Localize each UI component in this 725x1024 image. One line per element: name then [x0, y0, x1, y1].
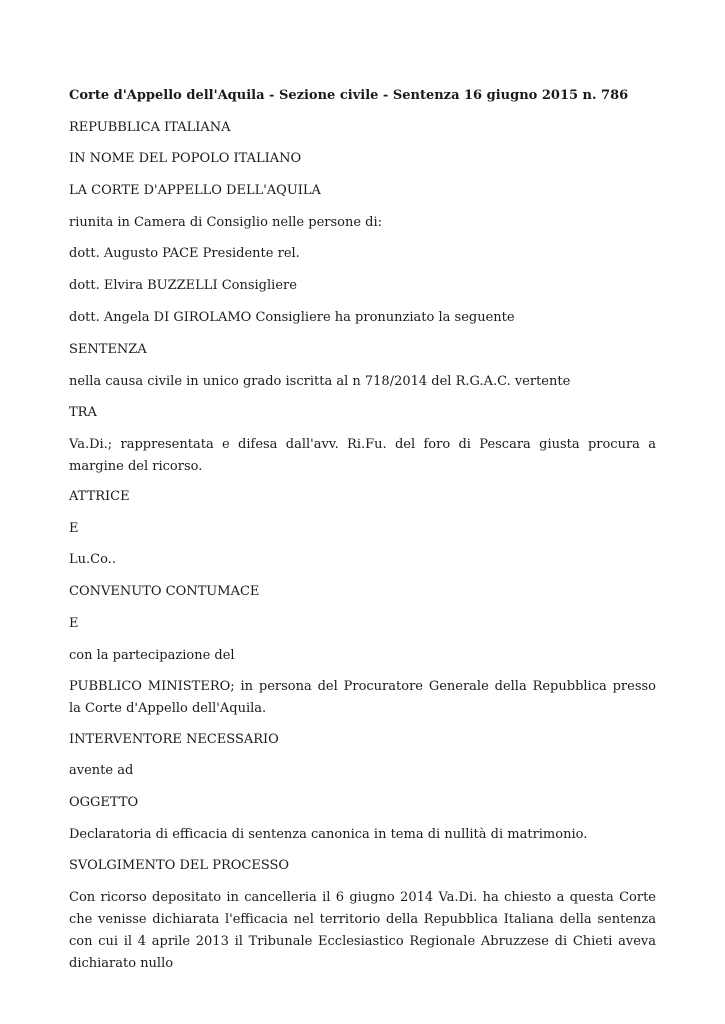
judge-consigliere-2: dott. Angela DI GIROLAMO Consigliere ha pronunziato la seguente: [69, 310, 515, 325]
heading-svolgimento: SVOLGIMENTO DEL PROCESSO: [69, 858, 290, 873]
conjunction-e: E: [69, 521, 79, 536]
convenuto-name: Lu.Co..: [69, 552, 116, 567]
partecipazione-text: con la partecipazione del: [69, 648, 235, 663]
pm-description: PUBBLICO MINISTERO; in persona del Procuratore Generale della Repubblica presso la Corte d'Appello dell'Aquila.: [69, 679, 656, 716]
heading-oggetto: OGGETTO: [69, 795, 139, 810]
judge-consigliere-1: dott. Elvira BUZZELLI Consigliere: [69, 278, 297, 293]
avente-ad-text: avente ad: [69, 763, 134, 778]
heading-repubblica: REPUBBLICA ITALIANA: [69, 120, 231, 135]
heading-corte: LA CORTE D'APPELLO DELL'AQUILA: [69, 183, 321, 198]
heading-in-nome: IN NOME DEL POPOLO ITALIANO: [69, 151, 302, 166]
heading-sentenza: SENTENZA: [69, 342, 147, 357]
heading-interventore: INTERVENTORE NECESSARIO: [69, 732, 279, 747]
riunita-text: riunita in Camera di Consiglio nelle persone di:: [69, 215, 383, 230]
causa-text: nella causa civile in unico grado iscritta al n 718/2014 del R.G.A.C. vertente: [69, 374, 571, 389]
judge-president: dott. Augusto PACE Presidente rel.: [69, 246, 300, 261]
heading-convenuto: CONVENUTO CONTUMACE: [69, 584, 260, 599]
heading-tra: TRA: [69, 405, 97, 420]
body-paragraph: Con ricorso depositato in cancelleria il 6 giugno 2014 Va.Di. ha chiesto a questa Corte che venisse dichiarata l'efficacia nel territorio della Repubblica Italiana della sentenza con cui il 4 aprile 2013 il Tribunale Ecclesiastico Regionale Abruzzese di Chieti aveva dichiarato nullo: [69, 890, 656, 971]
attrice-description: Va.Di.; rappresentata e difesa dall'avv. Ri.Fu. del foro di Pescara giusta procura a margine del ricorso.: [69, 437, 656, 474]
oggetto-description: Declaratoria di efficacia di sentenza canonica in tema di nullità di matrimonio.: [69, 827, 588, 842]
document-page: [69, 0, 656, 1024]
document-title: Corte d'Appello dell'Aquila - Sezione civile - Sentenza 16 giugno 2015 n. 786: [69, 88, 629, 103]
conjunction-e-2: E: [69, 616, 79, 631]
heading-attrice: ATTRICE: [69, 489, 130, 504]
